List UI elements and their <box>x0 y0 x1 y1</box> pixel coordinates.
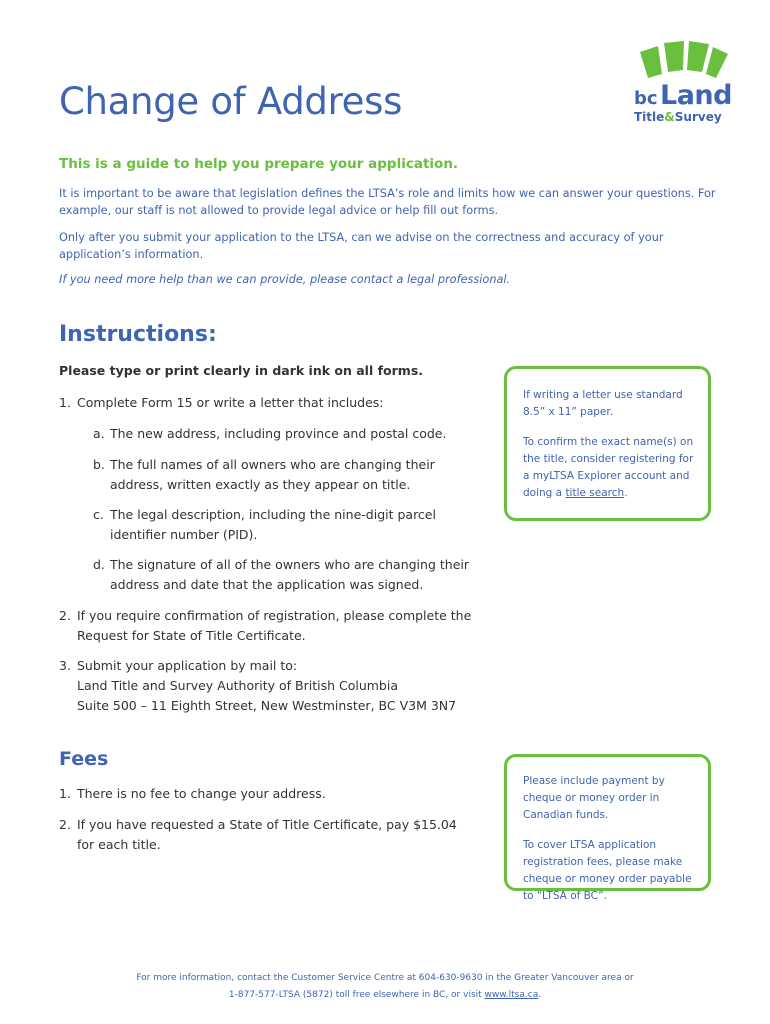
item-number: 1. <box>59 395 71 410</box>
guide-heading: This is a guide to help you prepare your application. <box>59 156 459 172</box>
logo-bc-text: bc <box>634 88 658 109</box>
subitem-text: The new address, including province and postal code. <box>110 426 447 441</box>
letter-tip-box <box>504 366 711 521</box>
logo-land-text: Land <box>660 80 732 111</box>
item-number: 2. <box>59 817 71 832</box>
footer-line-2-end: . <box>538 990 542 1000</box>
bc-land-title-survey-logo <box>630 38 730 128</box>
item-text: Complete Form 15 or write a letter that includes: <box>77 395 384 410</box>
title-search-tip-text: To confirm the exact name(s) on the title, consider registering for a myLTSA Explorer account and doing a <box>523 436 694 499</box>
instructions-heading: Instructions: <box>59 322 217 347</box>
footer-line-2 <box>0 987 770 1004</box>
subitem-letter: b. <box>93 457 105 472</box>
subitem-letter: a. <box>93 426 105 441</box>
item-text: If you require confirmation of registration, please complete the Request for State of Title Certificate. <box>77 608 472 643</box>
item-number: 2. <box>59 608 71 623</box>
item-text: Submit your application by mail to: <box>77 658 298 673</box>
logo-arc-4 <box>706 47 728 78</box>
subitem-letter: d. <box>93 557 105 572</box>
page-title: Change of Address <box>59 80 403 123</box>
subitem-text: The full names of all owners who are changing their address, written exactly as they appear on title. <box>110 457 435 492</box>
intro-paragraph-2: Only after you submit your application to the LTSA, can we advise on the correctness and accuracy of your application’s information. <box>59 231 664 261</box>
subitem-letter: c. <box>93 507 104 522</box>
logo-arc-3 <box>687 41 709 72</box>
payment-tip-text: Please include payment by cheque or money order in Canadian funds. <box>523 775 665 821</box>
footer-contact <box>0 970 770 1004</box>
item-number: 3. <box>59 658 71 673</box>
payable-tip-text: To cover LTSA application registration fees, please make cheque or money order payable to “LTSA of BC”. <box>523 839 692 902</box>
title-search-link[interactable]: title search <box>565 487 625 499</box>
logo-arc-2 <box>664 41 684 72</box>
footer-line-2-text: 1-877-577-LTSA (5872) toll free elsewhere in BC, or visit <box>228 990 485 1000</box>
item-text: There is no fee to change your address. <box>77 786 326 801</box>
title-search-tip <box>523 434 694 502</box>
logo-title-word: Title <box>634 110 665 124</box>
logo-ampersand: & <box>664 110 675 124</box>
logo-subtitle <box>634 110 722 124</box>
item-number: 1. <box>59 786 71 801</box>
logo-survey-word: Survey <box>674 110 722 124</box>
payment-tip-box <box>504 754 711 902</box>
letter-tip-text: If writing a letter use standard 8.5” x 11” paper. <box>523 389 683 418</box>
intro-paragraph-1: It is important to be aware that legislation defines the LTSA’s role and limits how we can answer your questions. For example, our staff is not allowed to provide legal advice or help fill out forms. <box>59 187 716 217</box>
address-line-1: Land Title and Survey Authority of British Columbia <box>77 678 398 693</box>
logo-arc-1 <box>640 46 662 78</box>
instructions-note: Please type or print clearly in dark ink on all forms. <box>59 363 424 378</box>
intro-paragraph-3: If you need more help than we can provide, please contact a legal professional. <box>59 273 511 286</box>
ltsa-website-link[interactable]: www.ltsa.ca <box>484 990 539 1000</box>
footer-line-1: For more information, contact the Customer Service Centre at 604-630-9630 in the Greater Vancouver area or <box>136 973 634 983</box>
logo-arcs-icon <box>630 38 730 83</box>
subitem-text: The legal description, including the nine-digit parcel identifier number (PID). <box>110 507 436 542</box>
fees-heading: Fees <box>59 748 109 770</box>
item-text-block <box>77 656 517 716</box>
subitem-text: The signature of all of the owners who are changing their address and date that the application was signed. <box>110 557 469 592</box>
title-search-tip-end: . <box>624 487 628 499</box>
item-text: If you have requested a State of Title Certificate, pay $15.04 for each title. <box>77 817 457 852</box>
address-line-2: Suite 500 – 11 Eighth Street, New Westminster, BC V3M 3N7 <box>77 698 457 713</box>
